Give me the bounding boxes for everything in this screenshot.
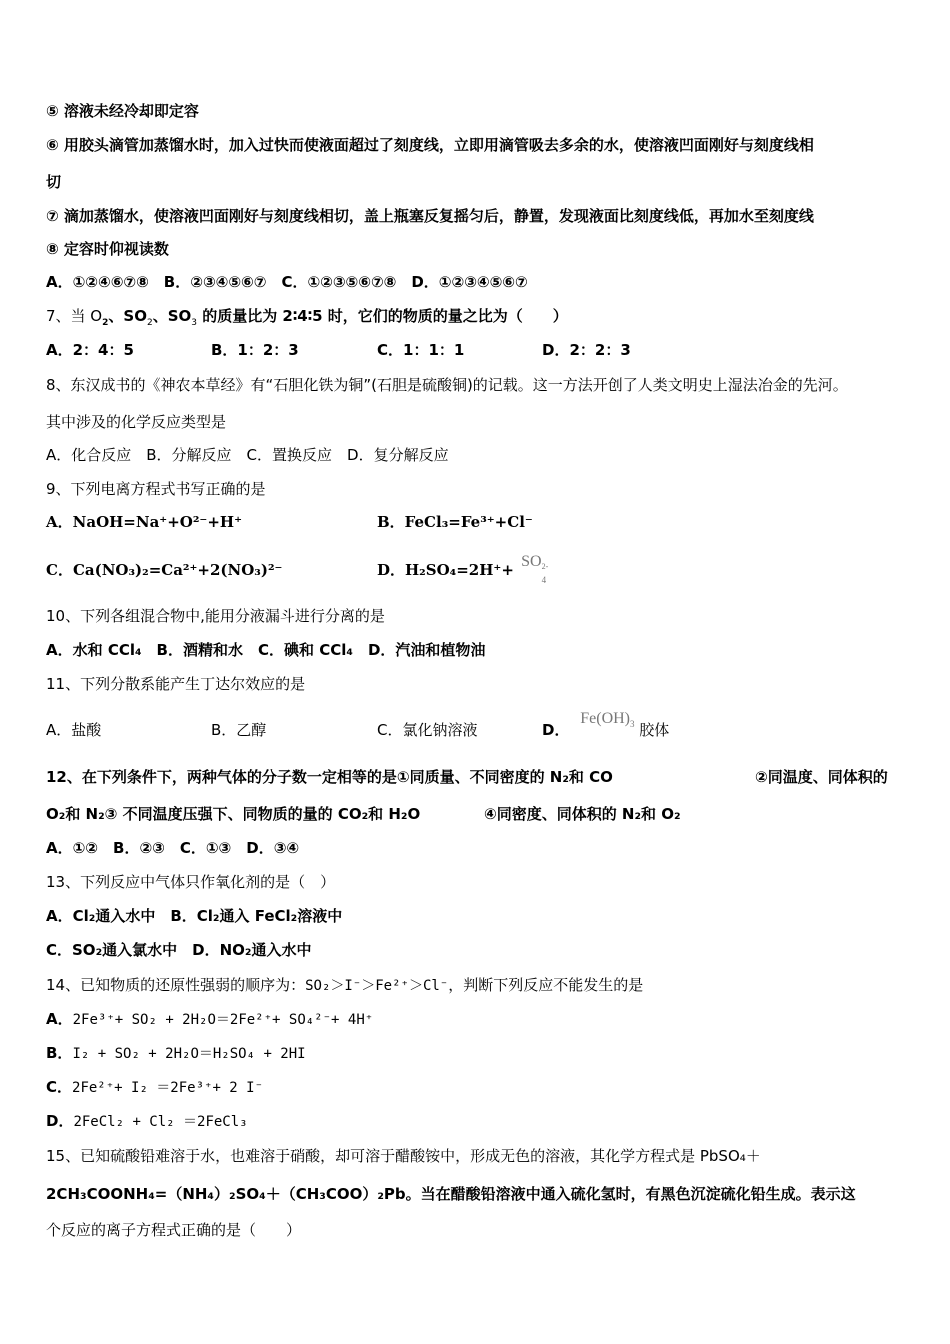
q14-option-a: A．2Fe³⁺+ SO₂ + 2H₂O＝2Fe²⁺+ SO₄²⁻+ 4H⁺	[46, 1010, 374, 1028]
condition-5: ⑤ 溶液未经冷却即定容	[46, 102, 199, 120]
q9-option-d: D．H₂SO₄=2H⁺+ SO 2- 4	[377, 560, 552, 581]
q15-question: 个反应的离子方程式正确的是（ ）	[46, 1221, 302, 1239]
q9-option-c: C．Ca(NO₃)₂=Ca²⁺+2(NO₃)²⁻	[46, 561, 283, 579]
iron-hydroxide-formula: $Fe(OH)_3$	[580, 710, 635, 729]
q12-condition-3: O₂和 N₂③ 不同温度压强下、同物质的量的 CO₂和 H₂O	[46, 805, 421, 823]
q11-option-a: A．盐酸	[46, 721, 102, 739]
condition-6-cont: 切	[46, 173, 62, 191]
q15-stem-cont: 2CH₃COONH₄=（NH₄）₂SO₄＋（CH₃COO）₂Pb。当在醋酸铅溶液中通入硫化氢时，有黑色沉淀硫化铅生成。表示这	[46, 1185, 856, 1203]
sulfate-ion-formula: SO 2- 4	[521, 553, 549, 585]
q8-stem-cont: 其中涉及的化学反应类型是	[46, 413, 227, 431]
q13-options-ab: A．Cl₂通入水中 B．Cl₂通入 FeCl₂溶液中	[46, 907, 343, 925]
q8-options: A．化合反应 B．分解反应 C．置换反应 D．复分解反应	[46, 446, 449, 464]
q9-option-b: B．FeCl₃=Fe³⁺+Cl⁻	[377, 513, 533, 531]
q12-condition-4: ④同密度、同体积的 N₂和 O₂	[484, 805, 681, 823]
q7-stem: 7、当 $O_2$、$SO_2$、$SO_3$ 的质量比为 2∶4∶5 时，它们的物质的量之比为（ ）	[46, 307, 568, 328]
condition-8: ⑧ 定容时仰视读数	[46, 240, 169, 258]
condition-7: ⑦ 滴加蒸馏水，使溶液凹面刚好与刻度线相切，盖上瓶塞反复摇匀后，静置，发现液面比刻度线低，再加水至刻度线	[46, 207, 814, 225]
q14-option-d: D．2FeCl₂ + Cl₂ ＝2FeCl₃	[46, 1112, 248, 1130]
q14-option-c: C．2Fe²⁺+ I₂ ＝2Fe³⁺+ 2 I⁻	[46, 1078, 264, 1096]
q9-stem: 9、下列电离方程式书写正确的是	[46, 480, 266, 498]
q7-option-a: A．2：4：5	[46, 341, 134, 359]
q10-options: A．水和 CCl₄ B．酒精和水 C．碘和 CCl₄ D．汽油和植物油	[46, 641, 486, 659]
q8-stem: 8、东汉成书的《神农本草经》有“石胆化铁为铜”(石胆是硫酸铜)的记载。这一方法开创了人类文明史上湿法冶金的先河。	[46, 376, 848, 394]
q14-option-b: B．I₂ + SO₂ + 2H₂O＝H₂SO₄ + 2HI	[46, 1044, 306, 1062]
q10-stem: 10、下列各组混合物中,能用分液漏斗进行分离的是	[46, 607, 385, 625]
q7-option-d: D．2：2：3	[542, 341, 631, 359]
q12-stem: 12、在下列条件下，两种气体的分子数一定相等的是①同质量、不同密度的 N₂和 CO	[46, 768, 613, 786]
condition-6: ⑥ 用胶头滴管加蒸馏水时，加入过快而使液面超过了刻度线，立即用滴管吸去多余的水，使溶液凹面刚好与刻度线相	[46, 136, 814, 154]
q11-stem: 11、下列分散系能产生丁达尔效应的是	[46, 675, 306, 693]
q7-option-c: C．1：1：1	[377, 341, 465, 359]
q11-option-c: C．氯化钠溶液	[377, 721, 478, 739]
q14-stem: 14、已知物质的还原性强弱的顺序为：SO₂＞I⁻＞Fe²⁺＞Cl⁻，判断下列反应不能发生的是	[46, 976, 644, 994]
q13-options-cd: C．SO₂通入氯水中 D．NO₂通入水中	[46, 941, 312, 959]
q12-condition-2: ②同温度、同体积的	[755, 768, 888, 786]
q7-option-b: B．1：2：3	[211, 341, 299, 359]
q15-stem: 15、已知硫酸铅难溶于水，也难溶于硝酸，却可溶于醋酸铵中，形成无色的溶液，其化学方程式是 PbSO₄＋	[46, 1147, 761, 1165]
q11-option-d: D． $Fe(OH)_3$ 胶体	[542, 710, 670, 739]
q11-option-b: B．乙醇	[211, 721, 267, 739]
q12-options: A．①② B．②③ C．①③ D．③④	[46, 839, 300, 857]
q6-options: A．①②④⑥⑦⑧ B．②③④⑤⑥⑦ C．①②③⑤⑥⑦⑧ D．①②③④⑤⑥⑦	[46, 273, 528, 291]
q13-stem: 13、下列反应中气体只作氧化剂的是（ ）	[46, 873, 336, 891]
q9-option-a: A．NaOH=Na⁺+O²⁻+H⁺	[46, 513, 243, 531]
